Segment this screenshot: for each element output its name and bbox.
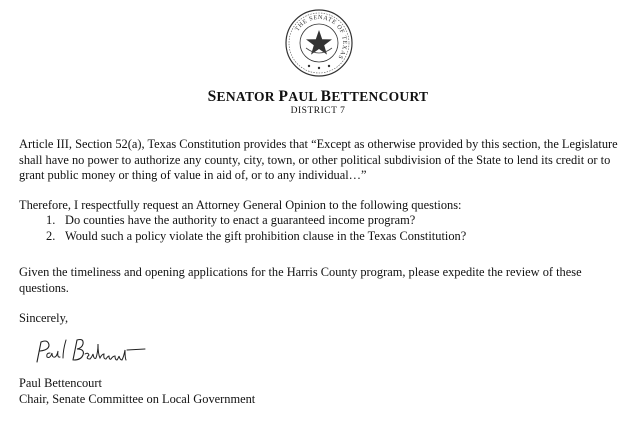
request-paragraph: Therefore, I respectfully request an Attorney General Opinion to the following questions:	[19, 198, 462, 212]
salutation: Sincerely,	[19, 311, 69, 325]
list-item	[46, 213, 606, 229]
signature-image	[33, 336, 153, 368]
senate-seal-icon	[284, 8, 354, 78]
senator-name-heading: SENATOR PAUL BETTENCOURT	[207, 88, 429, 105]
list-item-text: Do counties have the authority to enact a guaranteed income program?	[65, 213, 416, 227]
list-item	[46, 229, 606, 245]
list-item-number: 1.	[46, 213, 56, 227]
list-item-number: 2.	[46, 228, 56, 243]
questions-list	[46, 213, 606, 244]
district-label: DISTRICT 7	[290, 106, 346, 116]
signer-title: Chair, Senate Committee on Local Government	[19, 392, 256, 406]
constitution-paragraph: Article III, Section 52(a), Texas Constitution provides that “Except as otherwise provided by this section, the Legislature shall have no power to authorize any county, city, town, or other political subdivision of the State to lend its credit or to grant public money or thing of value in aid of, or to any individual…”	[19, 137, 618, 182]
signer-name: Paul Bettencourt	[19, 376, 102, 390]
seal-ring-text: THE SENATE OF TEXAS	[293, 13, 349, 61]
expedite-paragraph: Given the timeliness and opening applications for the Harris County program, please expedite the review of these questions.	[19, 265, 582, 295]
list-item-text: Would such a policy violate the gift prohibition clause in the Texas Constitution?	[65, 228, 467, 243]
